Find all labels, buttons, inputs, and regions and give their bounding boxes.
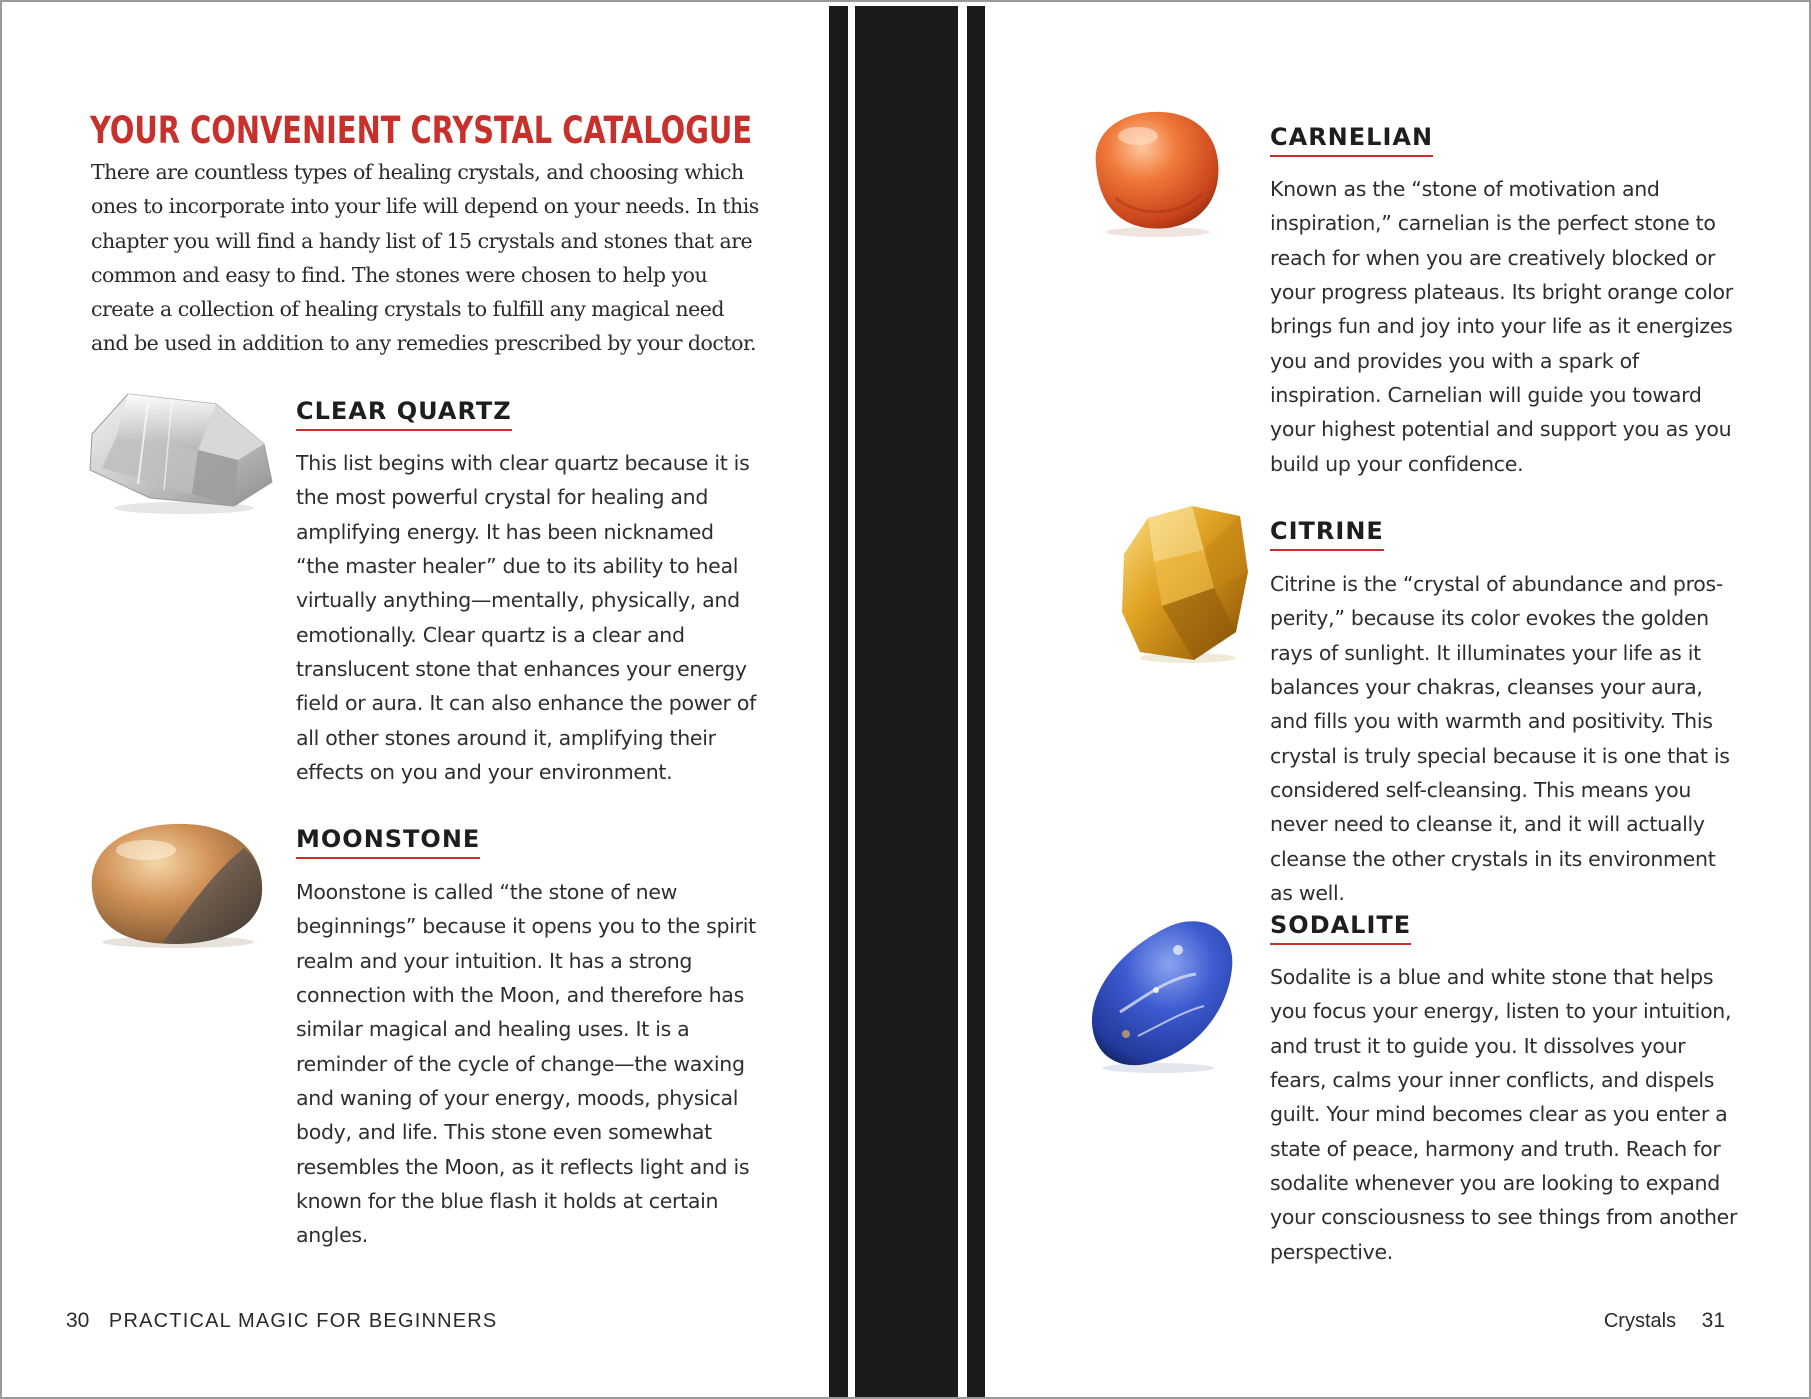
citrine-image [1118,502,1252,666]
page-number-right: 31 [1701,1309,1725,1332]
entry-title-citrine: CITRINE [1270,516,1384,551]
left-footer [66,1307,497,1335]
entry-title-carnelian: CARNELIAN [1270,122,1433,157]
entry-body-citrine: Citrine is the “crystal of abundance and prosperity,” because its color evokes the golden rays of sunlight. It illuminates your life as it balances your chakras, cleanses your aura, and fills you with warmth and positivity. This crystal is truly special because it is one that is considered self-cleansing. This means you never need to cleanse it, and it will actually cleanse the other crystals in its environment as well. [1270,572,1730,906]
left-page [2,2,828,1397]
book-title: PRACTICAL MAGIC FOR BEGINNERS [108,1310,498,1332]
entry-body-clear-quartz: This list begins with clear quartz because it is the most powerful crystal for healing and amplifying energy. It has been nicknamed “the master healer” due to its ability to heal virtually anything—mentally, physically, and emotionally. Clear quartz is a clear and translucent stone that enhances your energy field or aura. It can also enhance the power of all other stones around it, amplifying their effects on you and your environment. [296,451,757,785]
entry-title-moonstone: MOONSTONE [296,824,480,859]
entry-body-moonstone: Moonstone is called “the stone of new beginnings” because it opens you to the spirit realm and your intuition. It has a strong connection with the Moon, and therefore has similar magical and healing uses. It is a reminder of the cycle of change—the waxing and waning of your energy, moods, physical body, and life. This stone even somewhat resembles the Moon, as it reflects light and is known for the blue flash it holds at certain angles. [296,880,756,1248]
spine-stripe-left [829,6,848,1397]
right-footer [1604,1307,1725,1335]
entry-title-sodalite: SODALITE [1270,910,1411,945]
spine-stripe-center [855,6,958,1397]
section-name: Crystals [1603,1310,1677,1332]
intro-paragraph: There are countless types of healing crystals, and choosing which ones to incorporate into your life will depend on your needs. In this chapter you will find a handy list of 15 crystals and stones that are common and easy to find. The stones were chosen to help you create a collection of healing crystals to fulfill any magical need and be used in addition to any remedies prescribed by your doctor. [91,160,759,356]
carnelian-image [1086,106,1226,240]
page-number-left: 30 [66,1309,90,1332]
entry-body-sodalite: Sodalite is a blue and white stone that helps you focus your energy, listen to your intuition, and trust it to guide you. It dissolves your fears, calms your inner conflicts, and dispels guilt. Your mind becomes clear as you enter a state of peace, harmony and truth. Reach for sodalite whenever you are looking to expand your consciousness to see things from another perspective. [1270,965,1738,1264]
entry-body-carnelian: Known as the “stone of motivation and inspiration,” carnelian is the perfect stone to reach for when you are creatively blocked or your progress plateaus. Its bright orange color brings fun and joy into your life as it energizes you and provides you with a spark of inspiration. Carnelian will guide you toward your highest potential and support you as you build up your confidence. [1270,177,1733,476]
right-page [982,2,1807,1397]
clear-quartz-image [88,390,274,518]
moonstone-image [82,820,268,950]
entry-title-clear-quartz: CLEAR QUARTZ [296,396,512,431]
sodalite-image [1086,916,1238,1076]
page-title: YOUR CONVENIENT CRYSTAL CATALOGUE [90,109,753,152]
